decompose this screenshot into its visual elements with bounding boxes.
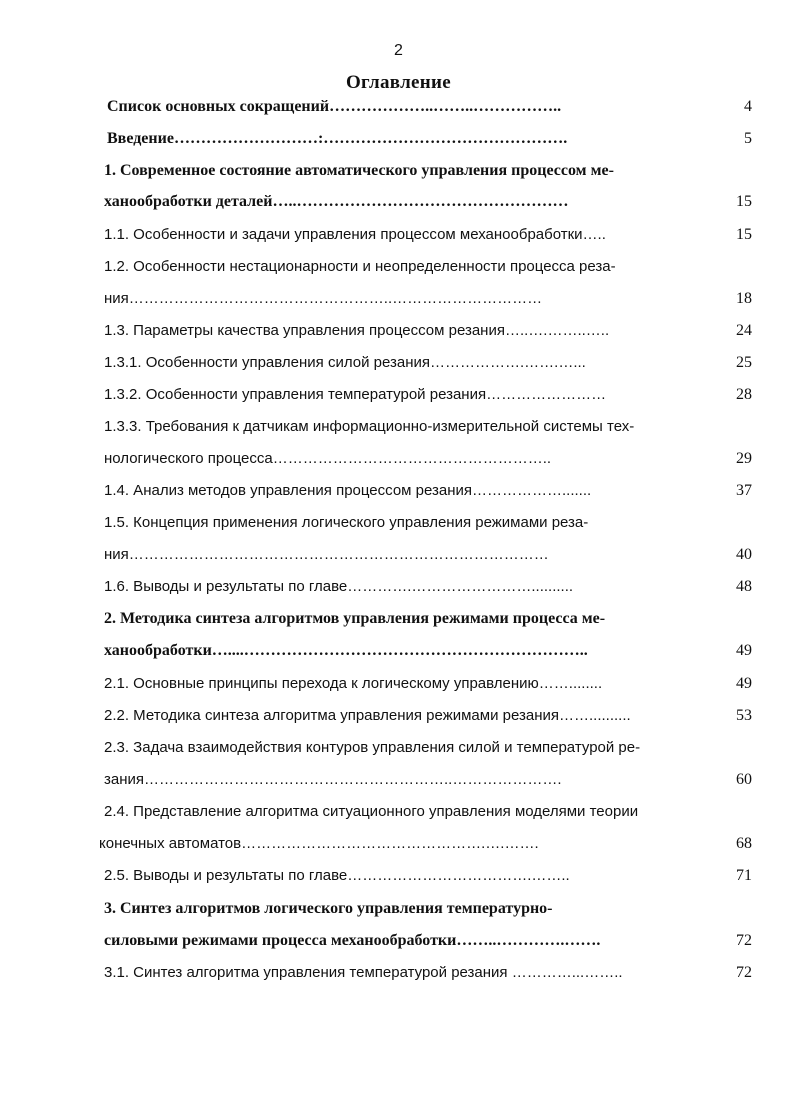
toc-entry-page: 29	[736, 450, 752, 467]
toc-entry-page: 68	[736, 835, 752, 852]
toc-entry-page: 72	[736, 964, 752, 981]
toc-entry-chapter-1	[0, 158, 797, 184]
toc-entry-chapter-3-cont	[0, 928, 797, 954]
toc-entry-text: 1.3.1. Особенности управления силой резания……………….…….…...	[104, 354, 586, 371]
toc-entry-text: 2. Методика синтеза алгоритмов управления режимами процесса ме-	[104, 610, 606, 627]
toc-entry-1-3-2	[0, 382, 797, 408]
page-title: Оглавление	[345, 72, 452, 93]
toc-entry-text: 1.3.3. Требования к датчикам информационно-измерительной системы тех-	[104, 418, 635, 435]
toc-entry-text: ханообработки…....………………………………………………………..	[104, 642, 588, 659]
toc-entry-chapter-1-cont	[0, 189, 797, 215]
toc-entry-text: 1.3. Параметры качества управления процессом резания…..….……..…..	[104, 322, 610, 339]
toc-entry-page: 4	[744, 98, 752, 115]
toc-entry-page: 40	[736, 546, 752, 563]
toc-entry-page: 48	[736, 578, 752, 595]
toc-entry-page: 53	[736, 707, 752, 724]
toc-entry-1-2-cont	[0, 286, 797, 312]
toc-entry-text: ния……………………………………………..…………………………	[104, 290, 543, 307]
toc-entry-2-4-cont	[0, 831, 797, 857]
toc-entry-chapter-3	[0, 896, 797, 922]
toc-entry-2-3-cont	[0, 767, 797, 793]
toc-entry-text: 3.1. Синтез алгоритма управления температурой резания …………...……..	[104, 964, 623, 981]
toc-entry-1-3-3-cont	[0, 446, 797, 472]
toc-entry-text: силовыми режимами процесса механообработки……..………….…….	[104, 932, 601, 949]
toc-entry-abbreviations	[0, 94, 797, 120]
toc-entry-text: 1.3.2. Особенности управления температурой резания……………………	[104, 386, 607, 403]
toc-entry-text: Список основных сокращений………………..……..……………..	[107, 98, 562, 115]
toc-entry-text: 2.1. Основные принципы перехода к логическому управлению……........	[104, 675, 603, 692]
toc-entry-page: 49	[736, 675, 752, 692]
page-number: 2	[394, 42, 403, 59]
toc-entry-2-3	[0, 735, 797, 761]
toc-entry-3-1	[0, 960, 797, 986]
toc-entry-chapter-2-cont	[0, 638, 797, 664]
toc-entry-text: 2.4. Представление алгоритма ситуационного управления моделями теории	[104, 803, 639, 820]
toc-entry-page: 28	[736, 386, 752, 403]
toc-entry-text: 2.5. Выводы и результаты по главе……………………………….……..	[104, 867, 570, 884]
toc-entry-page: 15	[736, 193, 752, 210]
toc-entry-page: 49	[736, 642, 752, 659]
toc-entry-1-2	[0, 254, 797, 280]
toc-entry-text: ния…………………………………………………………………………	[104, 546, 549, 563]
toc-entry-page: 37	[736, 482, 752, 499]
toc-entry-2-2	[0, 703, 797, 729]
toc-entry-1-3	[0, 318, 797, 344]
toc-entry-page: 5	[744, 130, 752, 147]
toc-entry-1-1	[0, 222, 797, 248]
toc-entry-2-1	[0, 671, 797, 697]
toc-entry-2-5	[0, 863, 797, 889]
toc-entry-1-3-3	[0, 414, 797, 440]
toc-entry-text: 1. Современное состояние автоматического управления процессом ме-	[104, 162, 614, 179]
toc-entry-text: 2.2. Методика синтеза алгоритма управления режимами резания……..........	[104, 707, 631, 724]
toc-entry-text: 1.6. Выводы и результаты по главе………….……………………..........	[104, 578, 574, 595]
toc-entry-1-4	[0, 478, 797, 504]
toc-entry-text: 1.2. Особенности нестационарности и неопределенности процесса реза-	[104, 258, 616, 275]
toc-entry-page: 71	[736, 867, 752, 884]
toc-entry-chapter-2	[0, 606, 797, 632]
toc-entry-text: 1.5. Концепция применения логического управления режимами реза-	[104, 514, 589, 531]
toc-entry-page: 18	[736, 290, 752, 307]
toc-entry-2-4	[0, 799, 797, 825]
toc-entry-text: 1.1. Особенности и задачи управления процессом механообработки…..	[104, 226, 606, 243]
toc-entry-page: 25	[736, 354, 752, 371]
toc-entry-page: 24	[736, 322, 752, 339]
toc-entry-text: конечных автоматов………………………………………….….…….	[99, 835, 539, 852]
toc-entry-text: Введение………………………:……………………………………….	[107, 130, 568, 147]
toc-entry-text: нологического процесса………………………………………………..	[104, 450, 552, 467]
toc-entry-page: 60	[736, 771, 752, 788]
toc-entry-1-6	[0, 574, 797, 600]
toc-entry-text: ханообработки деталей…..……………………………………………	[104, 193, 569, 210]
toc-entry-text: 1.4. Анализ методов управления процессом резания……………….......	[104, 482, 592, 499]
toc-entry-1-5-cont	[0, 542, 797, 568]
toc-entry-text: 3. Синтез алгоритмов логического управления температурно-	[104, 900, 553, 917]
toc-entry-1-3-1	[0, 350, 797, 376]
toc-entry-text: зания……………………………………………………..………………….	[104, 771, 562, 788]
toc-entry-1-5	[0, 510, 797, 536]
toc-entry-page: 72	[736, 932, 752, 949]
toc-entry-page: 15	[736, 226, 752, 243]
toc-entry-introduction	[0, 126, 797, 152]
toc-entry-text: 2.3. Задача взаимодействия контуров управления силой и температурой ре-	[104, 739, 641, 756]
